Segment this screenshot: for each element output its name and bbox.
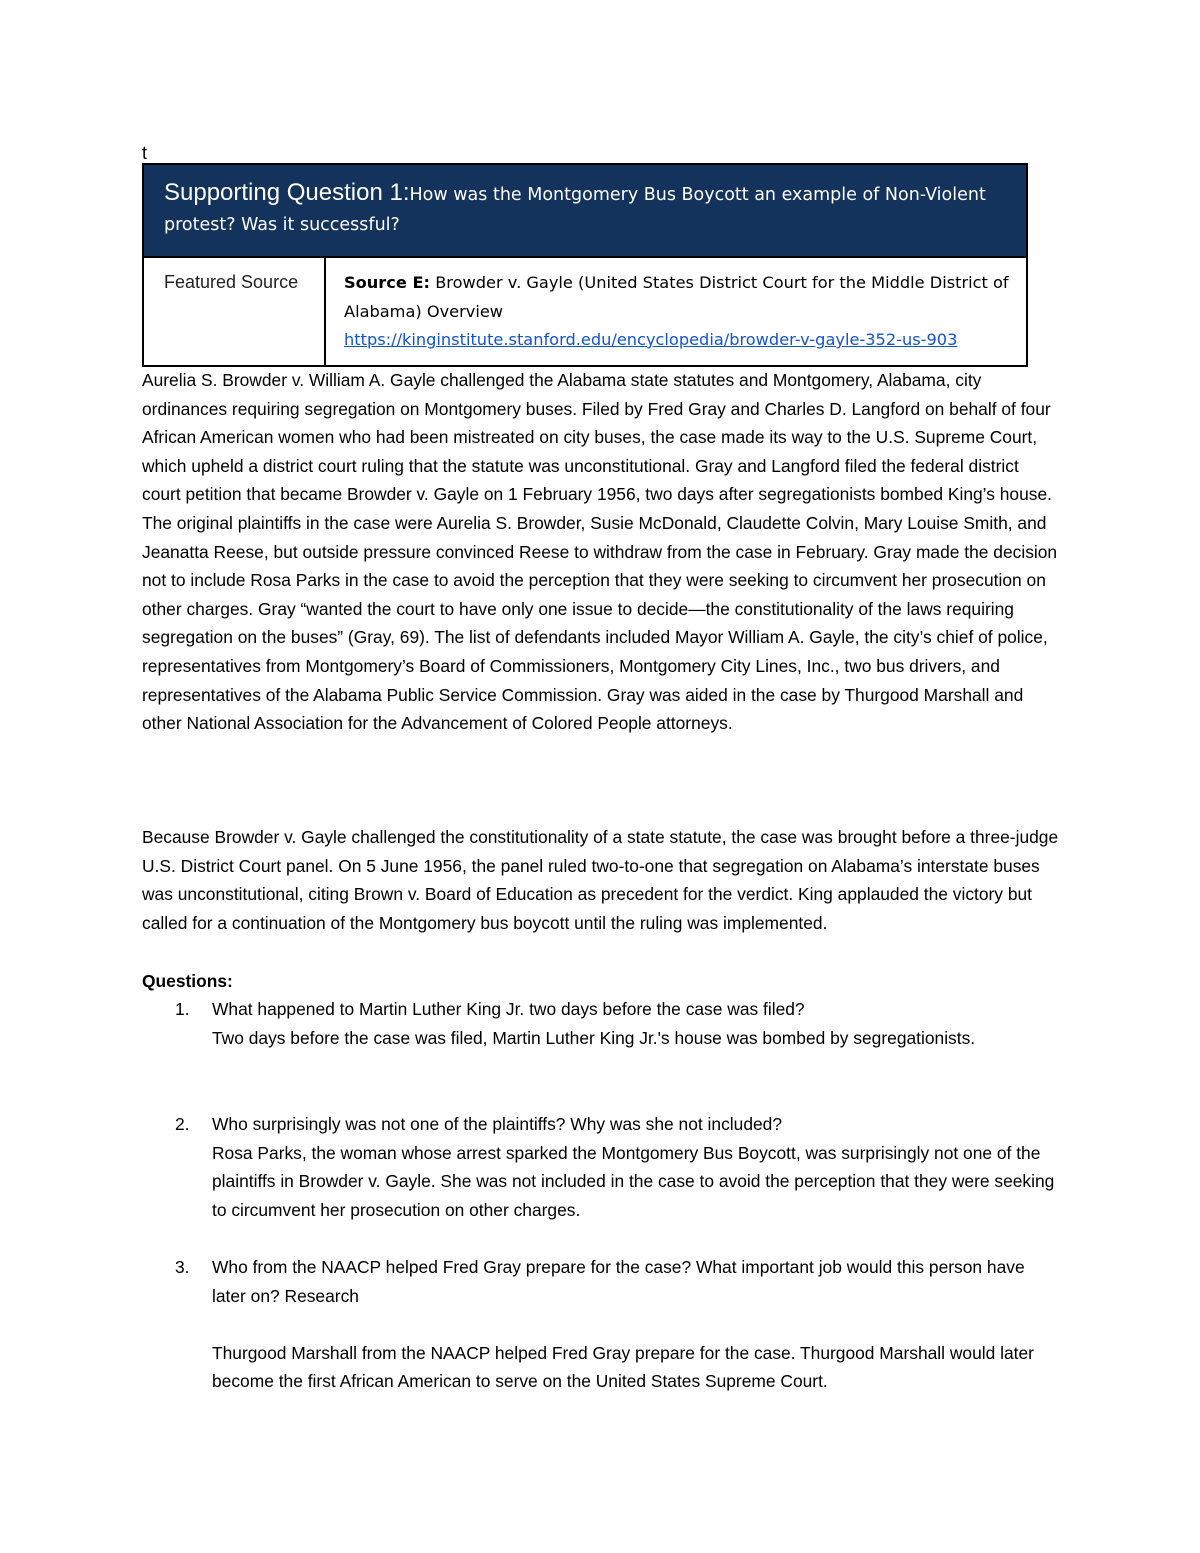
stray-character: t: [142, 143, 148, 163]
question-text: Who surprisingly was not one of the plaintiffs? Why was she not included?: [212, 1114, 783, 1134]
questions-heading: Questions:: [142, 971, 233, 991]
question-item-2: [142, 1110, 1062, 1224]
question-number: 2.: [175, 1114, 190, 1134]
question-item-1: [142, 995, 1062, 1052]
supporting-question-text: How was the Montgomery Bus Boycott an example of Non-Violent protest? Was it successful?: [164, 185, 986, 235]
answer-text: Two days before the case was filed, Martin Luther King Jr.'s house was bombed by segregationists.: [212, 1027, 976, 1048]
supporting-question-table: [142, 163, 1028, 367]
supporting-question-header: [144, 165, 1026, 258]
supporting-question-title: Supporting Question 1:: [164, 179, 410, 206]
question-item-3: [142, 1253, 1062, 1396]
overview-paragraph-2: Because Browder v. Gayle challenged the constitutionality of a state statute, the case was brought before a three-judge U.S. District Court panel. On 5 June 1956, the panel ruled two-to-one that segregation on Alabama’s interstate buses was unconstitutional, citing Brown v. Board of Education as precedent for the verdict. King applauded the victory but called for a continuation of the Montgomery bus boycott until the ruling was implemented.: [142, 827, 1059, 933]
question-text: What happened to Martin Luther King Jr. two days before the case was filed?: [212, 999, 805, 1019]
question-number: 1.: [175, 999, 190, 1019]
featured-source-label: Featured Source: [144, 258, 326, 365]
source-text: Browder v. Gayle (United States District Court for the Middle District of Alabama) Overview: [344, 273, 1009, 321]
source-description: [344, 269, 1010, 355]
source-label: Source E:: [344, 273, 431, 292]
answer-text: Thurgood Marshall from the NAACP helped Fred Gray prepare for the case. Thurgood Marshall would later become the first African American to serve on the United States Supreme Court.: [212, 1342, 1034, 1392]
question-number: 3.: [175, 1257, 190, 1277]
featured-source-row: [144, 258, 1026, 365]
answer-text: Rosa Parks, the woman whose arrest sparked the Montgomery Bus Boycott, was surprisingly not one of the plaintiffs in Browder v. Gayle. She was not included in the case to avoid the perception that they were seeking to circumvent her prosecution on other charges.: [212, 1142, 1055, 1220]
question-text: Who from the NAACP helped Fred Gray prepare for the case? What important job would this person have later on? Research: [212, 1257, 1025, 1306]
overview-paragraph-1: Aurelia S. Browder v. William A. Gayle challenged the Alabama state statutes and Montgomery, Alabama, city ordinances requiring segregation on Montgomery buses. Filed by Fred Gray and Charles D. Langford on behalf of four African American women who had been mistreated on city buses, the case made its way to the U.S. Supreme Court, which upheld a district court ruling that the statute was unconstitutional. Gray and Langford filed the federal district court petition that became Browder v. Gayle on 1 February 1956, two days after segregationists bombed King’s house. The original plaintiffs in the case were Aurelia S. Browder, Susie McDonald, Claudette Colvin, Mary Louise Smith, and Jeanatta Reese, but outside pressure convinced Reese to withdraw from the case in February. Gray made the decision not to include Rosa Parks in the case to avoid the perception that they were seeking to circumvent her prosecution on other charges. Gray “wanted the court to have only one issue to decide—the constitutionality of the laws requiring segregation on the buses” (Gray, 69). The list of defendants included Mayor William A. Gayle, the city’s chief of police, representatives from Montgomery’s Board of Commissioners, Montgomery City Lines, Inc., two bus drivers, and representatives of the Alabama Public Service Commission. Gray was aided in the case by Thurgood Marshall and other National Association for the Advancement of Colored People attorneys.: [142, 370, 1058, 734]
source-link[interactable]: https://kinginstitute.stanford.edu/encyclopedia/browder-v-gayle-352-us-903: [344, 330, 958, 349]
